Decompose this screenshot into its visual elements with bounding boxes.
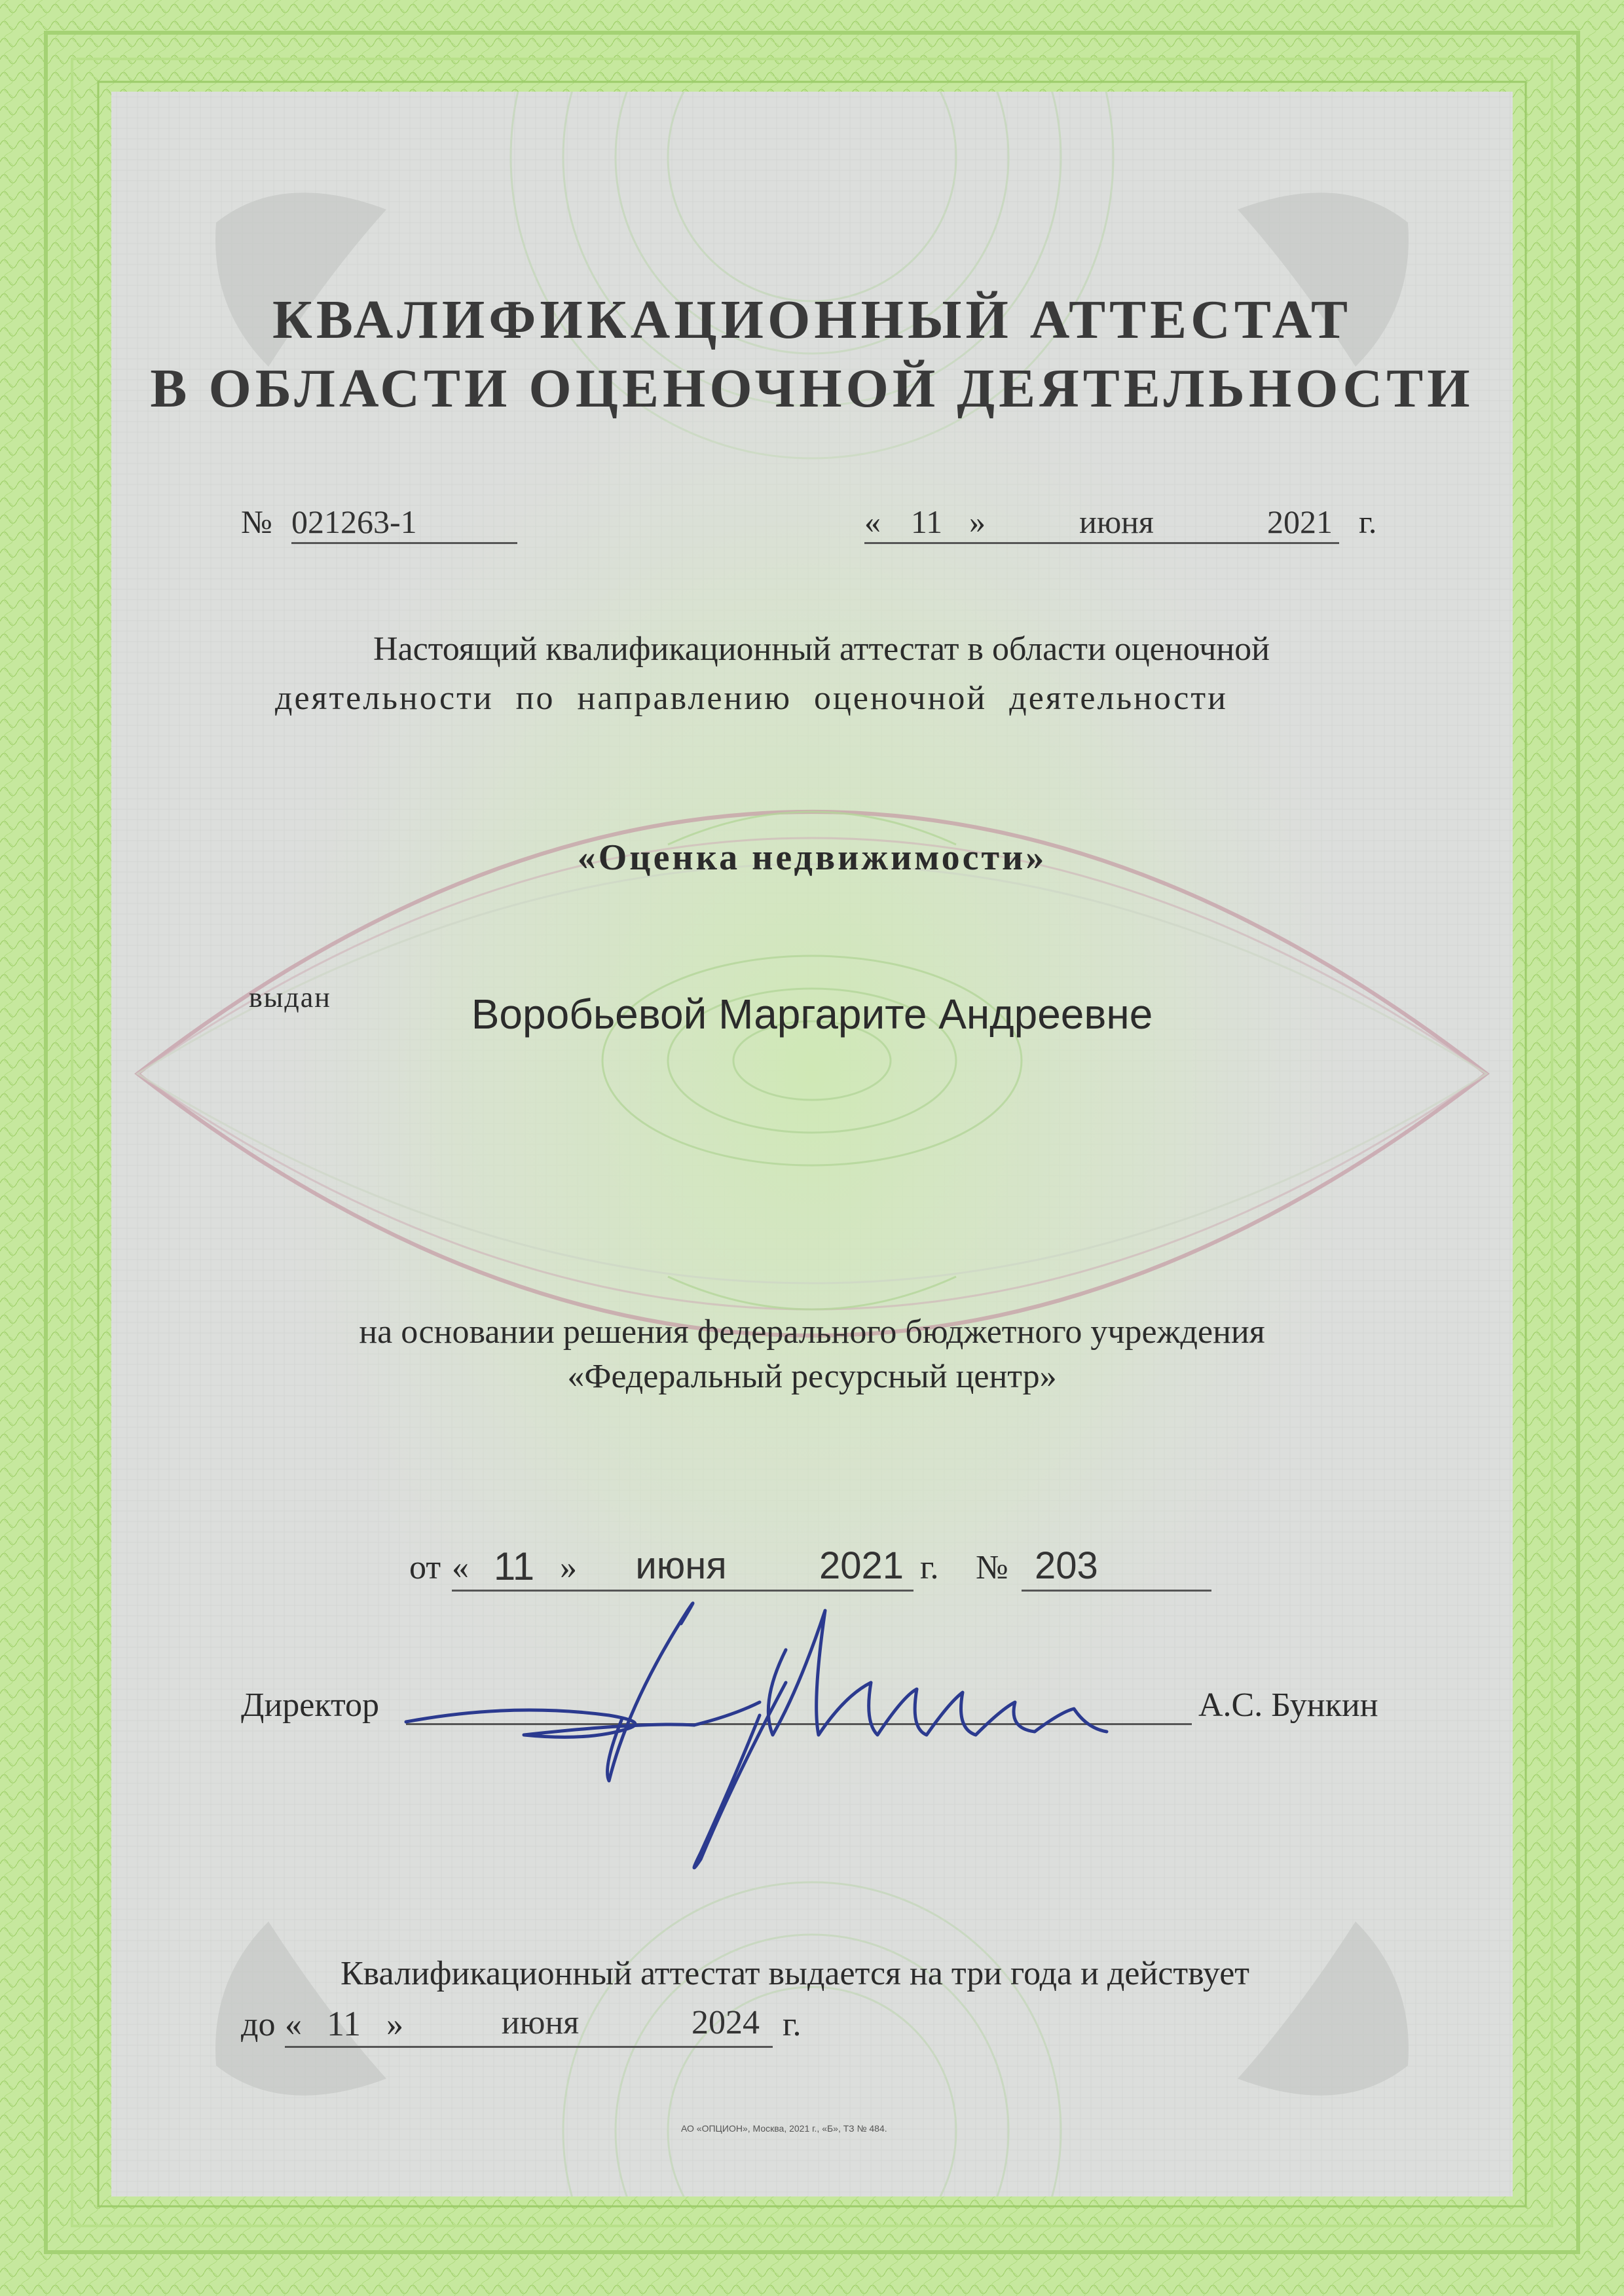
- signatory-name: А.С. Бункин: [1198, 1686, 1378, 1724]
- date-year: 2021: [1267, 503, 1333, 540]
- validity-open-quote: «: [285, 2006, 302, 2043]
- validity-month: июня: [501, 2004, 580, 2041]
- validity-day-underline: [285, 2046, 413, 2048]
- signatory-position: Директор: [241, 1686, 379, 1724]
- validity-month-underline: [413, 2046, 668, 2048]
- validity-year-suffix: г.: [783, 2006, 802, 2043]
- date-month-underline: [992, 542, 1241, 544]
- validity-line-1: Квалификационный аттестат выдается на три года и действует: [341, 1955, 1250, 1992]
- date-year-underline: [1241, 542, 1339, 544]
- certificate-number: 021263-1: [291, 503, 417, 540]
- date-day-underline: [864, 542, 992, 544]
- number-prefix: №: [241, 503, 272, 540]
- date-month: июня: [1079, 503, 1154, 540]
- recipient-name: Воробьевой Маргарите Андреевне: [471, 991, 1153, 1038]
- activity-direction: «Оценка недвижимости»: [577, 837, 1047, 878]
- date-close-quote: »: [969, 503, 986, 540]
- certificate-title-line2: В ОБЛАСТИ ОЦЕНОЧНОЙ ДЕЯТЕЛЬНОСТИ: [150, 358, 1474, 419]
- decision-close-quote: »: [560, 1549, 577, 1586]
- decision-number: 203: [1035, 1544, 1098, 1587]
- validity-day: 11: [327, 2004, 361, 2043]
- decision-year-suffix: г.: [920, 1549, 939, 1586]
- validity-close-quote: »: [386, 2006, 403, 2043]
- date-open-quote: «: [864, 503, 881, 540]
- issued-label: выдан: [249, 981, 331, 1013]
- date-day: 11: [910, 503, 943, 540]
- director-signature: [393, 1571, 1179, 1886]
- decision-number-prefix: №: [976, 1549, 1008, 1586]
- decision-year: 2021: [819, 1544, 904, 1587]
- validity-year: 2024: [692, 2004, 760, 2041]
- decision-day: 11: [493, 1544, 535, 1588]
- decision-open-quote: «: [452, 1549, 469, 1586]
- validity-year-underline: [668, 2046, 773, 2048]
- validity-until-label: до: [241, 2006, 276, 2043]
- printer-imprint: АО «ОПЦИОН», Москва, 2021 г., «Б», ТЗ № 484.: [681, 2123, 887, 2134]
- decision-month: июня: [635, 1544, 727, 1587]
- basis-line-1: на основании решения федерального бюджетного учреждения: [359, 1313, 1265, 1351]
- decision-from-label: от: [409, 1549, 441, 1586]
- date-year-suffix: г.: [1359, 503, 1377, 540]
- certificate-title-line1: КВАЛИФИКАЦИОННЫЙ АТТЕСТАТ: [272, 289, 1352, 350]
- number-underline: [291, 542, 517, 544]
- body-line-2: деятельности по направлению оценочной деятельности: [275, 680, 1228, 717]
- basis-line-2: «Федеральный ресурсный центр»: [567, 1358, 1057, 1395]
- body-line-1: Настоящий квалификационный аттестат в области оценочной: [373, 630, 1270, 668]
